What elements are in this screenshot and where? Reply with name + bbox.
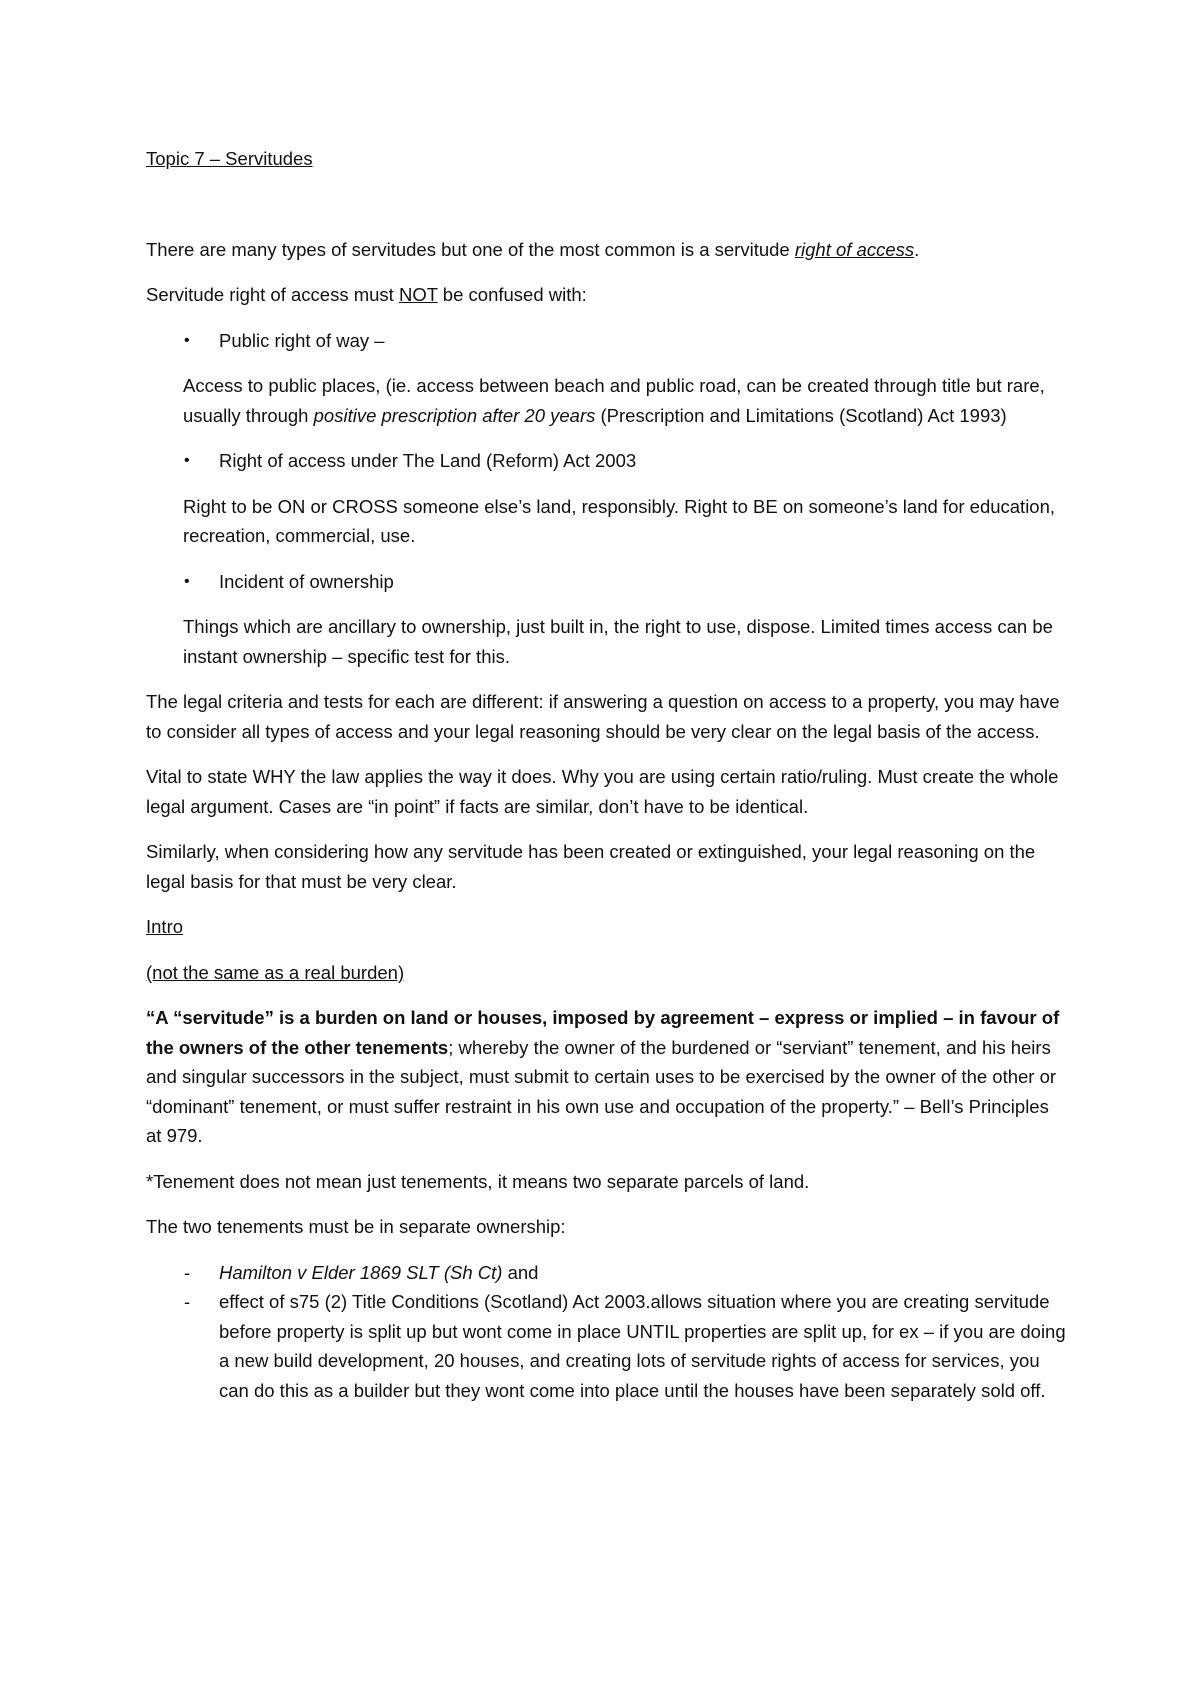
case-tail: and <box>502 1261 539 1283</box>
bullet-label: Incident of ownership <box>219 570 394 592</box>
dash-marker: - <box>184 1291 191 1312</box>
definition-rest: ; whereby the owner of the burdened or “serviant” tenement, and his heirs and singular successors in the subject, must submit to certain uses to be exercised by the owner of the other or “dominant” tenement, or must suffer restraint in his own use and occupation of the property.” – Bell’s Principles at 979. <box>146 1036 1057 1146</box>
confused-text-b: be confused with: <box>437 284 587 305</box>
bullet-incident-of-ownership <box>146 567 1066 597</box>
not-emphasis: NOT <box>398 284 438 305</box>
confused-paragraph <box>146 280 1066 310</box>
land-reform-description: Right to be ON or CROSS someone else’s land, responsibly. Right to BE on someone’s land for education, recreation, commercial, use. <box>183 495 1056 546</box>
public-right-description <box>146 371 1066 430</box>
definition-bold: “A “servitude” is a burden on land or houses, imposed by agreement – express or implied – in favour of the owners of the other tenements <box>146 1007 1060 1058</box>
intro-heading <box>146 912 1066 942</box>
intro-heading-text: Intro <box>146 916 184 937</box>
incident-description: Things which are ancillary to ownership, just built in, the right to use, dispose. Limited times access can be instant ownership – specific test for this. <box>183 616 1053 667</box>
bullet-land-reform-access <box>146 446 1066 476</box>
bullet-label: Right of access under The Land (Reform) Act 2003 <box>219 450 637 471</box>
criteria-paragraph: The legal criteria and tests for each are different: if answering a question on access to a property, you may have to consider all types of access and your legal reasoning should be very clear on the legal basis of the access. <box>146 691 1060 742</box>
similarly-paragraph: Similarly, when considering how any servitude has been created or extinguished, your legal reasoning on the legal basis for that must be very clear. <box>146 841 1036 892</box>
intro-end: . <box>914 238 920 260</box>
positive-prescription-term: positive prescription after 20 years <box>313 404 596 426</box>
intro-subheading-text: (not the same as a real burden) <box>146 961 405 983</box>
servitude-definition <box>146 1003 1066 1151</box>
bullet-label: Public right of way – <box>219 329 385 351</box>
confused-text-a: Servitude right of access must <box>146 284 399 305</box>
right-of-access-term: right of access <box>794 238 915 260</box>
intro-paragraph <box>146 235 1066 265</box>
intro-text: There are many types of servitudes but one of the most common is a servitude <box>146 238 795 260</box>
document-body <box>146 144 1066 1405</box>
bullet-marker: • <box>184 572 190 590</box>
list-item <box>146 1258 1066 1288</box>
public-right-desc-b: (Prescription and Limitations (Scotland) Act 1993) <box>595 404 1007 426</box>
bullet-marker: • <box>184 331 190 349</box>
vital-paragraph: Vital to state WHY the law applies the way it does. Why you are using certain ratio/ruling. Must create the whole legal argument. Cases are “in point” if facts are similar, don’t have to be identical. <box>146 766 1059 817</box>
bullet-public-right-of-way <box>146 326 1066 356</box>
separate-ownership-line: The two tenements must be in separate ownership: <box>146 1216 566 1237</box>
s75-text: effect of s75 (2) Title Conditions (Scotland) Act 2003.allows situation where you are creating servitude before property is split up but wont come in place UNTIL properties are split up, for ex – if you are doing a new build development, 20 houses, and creating lots of servitude rights of access for services, you can do this as a builder but they wont come into place until the houses have been separately sold off. <box>219 1291 1066 1401</box>
bullet-marker: • <box>184 452 190 469</box>
public-right-desc-a: Access to public places, (ie. access between beach and public road, can be created through title but rare, usually through <box>183 375 1045 426</box>
document-title <box>146 144 1066 174</box>
dash-marker: - <box>184 1261 191 1283</box>
title-text: Topic 7 – Servitudes <box>146 148 313 169</box>
case-citation: Hamilton v Elder 1869 SLT (Sh Ct) <box>219 1261 503 1283</box>
intro-subheading <box>146 958 1066 988</box>
ownership-dash-list <box>146 1258 1066 1406</box>
tenement-note: *Tenement does not mean just tenements, it means two separate parcels of land. <box>146 1170 810 1192</box>
list-item <box>146 1287 1066 1405</box>
